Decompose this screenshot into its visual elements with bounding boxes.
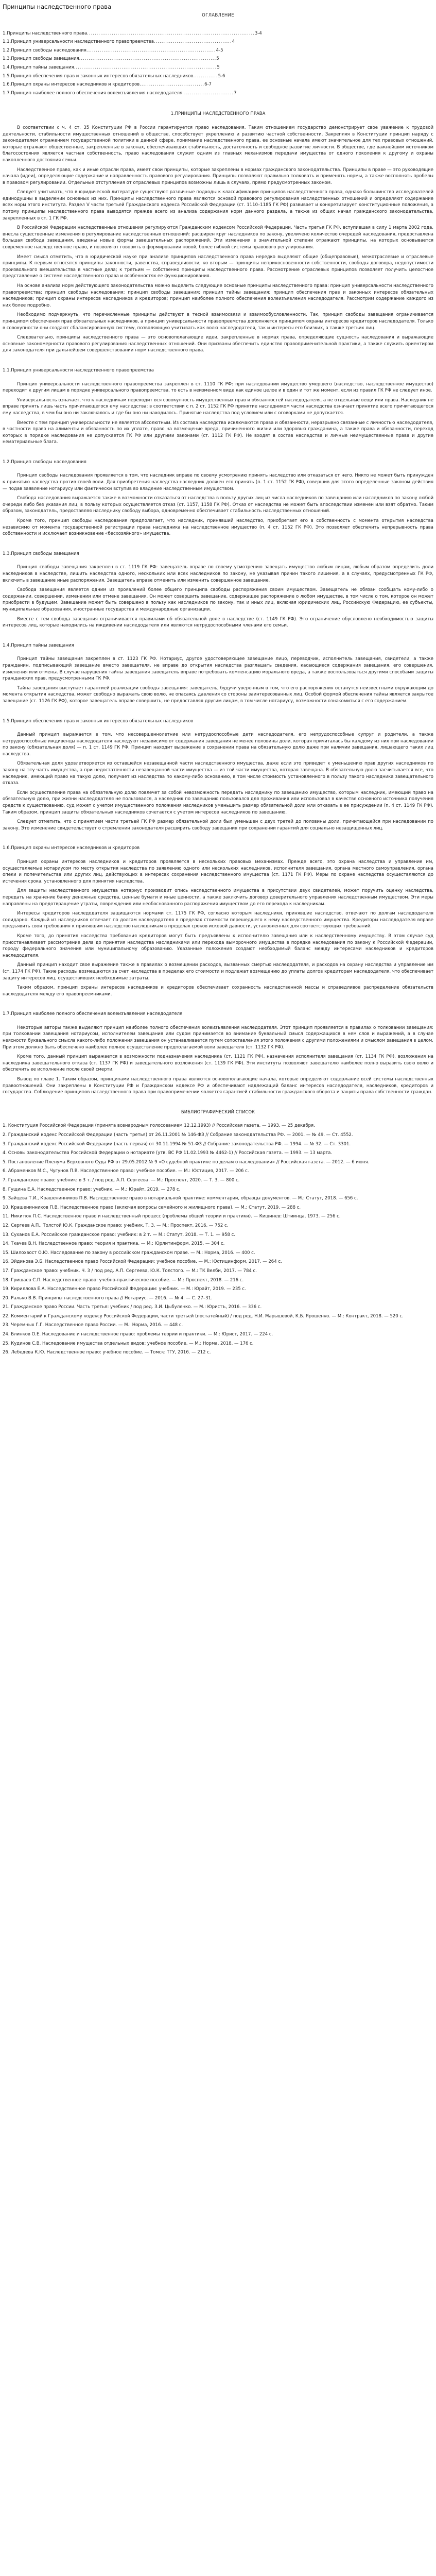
body-paragraph: Данный принцип выражается в том, что несовершеннолетние или нетрудоспособные дети наследодателя, его нетрудоспособные супруг и родители, а также нетрудоспособные иждивенцы наследодателя наследуют независимо от содержания завещания не менее половины доли, которая причиталась бы каждому из них при наследовании по закону (обязательная доля) — п. 1 ст. 1149 ГК РФ. Принцип находит выражение в сохранении права на обязательную долю даже при наличии завещания, лишающего таких лиц наследства. — [3, 732, 433, 757]
body-paragraph: Принцип охраны интересов наследников и кредиторов проявляется в нескольких правовых механизмах. Прежде всего, это охрана наследства и управление им, осуществляемые нотариусом по месту открытия наследства по заявлению одного или нескольких наследников, исполнителя завещания, органа местного самоуправления, органа опеки и попечительства или других лиц, действующих в интересах сохранения наследственного имущества (ст. 1171 ГК РФ). Меры по охране наследства осуществляются до истечения срока, установленного для принятия наследства. — [3, 859, 433, 884]
body-paragraph: Следует отметить, что с принятием части третьей ГК РФ размер обязательной доли был уменьшен с двух третей до половины доли, причитающейся при наследовании по закону. Это изменение свидетельствует о стремлении законодателя расширить свободу завещания при сохранении гарантий для социально незащищенных лиц. — [3, 819, 433, 831]
bibliography-list — [3, 1123, 433, 1355]
toc-entry-title: 1.6.Принцип охраны интересов наследников и кредиторов — [3, 82, 140, 88]
toc-entry[interactable] — [3, 46, 433, 55]
bibliography-entry: 5. Постановление Пленума Верховного Суда РФ от 29.05.2012 № 9 «О судебной практике по делам о наследовании» // Российская газета. — 2012. — 6 июня. — [3, 1159, 370, 1165]
section-heading: 1.3.Принцип свободы завещания — [3, 551, 79, 556]
toc-entry[interactable] — [3, 55, 433, 63]
toc-leader-dots: ........................................................................ — [79, 56, 217, 62]
section-heading: 1.1.Принцип универсальности наследственного правопреемства — [3, 367, 154, 373]
bibliography-entry: 17. Гражданское право: учебник. Ч. 3 / под ред. А.П. Сергеева, Ю.К. Толстого. — М.: ТК Велби, 2017. — 784 с. — [3, 1268, 257, 1274]
body-paragraph: Некоторые авторы также выделяют принцип наиболее полного обеспечения волеизъявления наследодателя. Этот принцип проявляется в правилах о толковании завещания: при толковании завещания нотариусом, исполнителем завещания или судом принимается во внимание буквальный смысл содержащихся в нем слов и выражений, а в случае неясности буквального смысла какого-либо положения завещания он устанавливается путем сопоставления этого положения с другими положениями и смыслом завещания в целом. При этом должно быть обеспечено наиболее полное осуществление предполагаемой воли завещателя (ст. 1132 ГК РФ). — [3, 1025, 433, 1050]
bibliography-entry: 2. Гражданский кодекс Российской Федерации (часть третья) от 26.11.2001 № 146-ФЗ // Собрание законодательства РФ. — 2001. — № 49. — Ст. 4552. — [3, 1132, 353, 1138]
toc-leader-dots: ........................................................................... — [74, 64, 217, 70]
body-paragraph: Необходимо подчеркнуть, что перечисленные принципы действуют в тесной взаимосвязи и взаимообусловленности. Так, принцип свободы завещания ограничивается принципом обеспечения прав обязательных наследников, а принцип универсальности правопреемства дополняется принципом охраны интересов кредиторов наследодателя. Только в совокупности они создают сбалансированную систему, позволяющую учитывать как волю наследодателя, так и интересы его близких, а также третьих лиц. — [3, 312, 433, 331]
body-paragraph: Кроме того, до принятия наследства требования кредиторов могут быть предъявлены к исполнителю завещания или к наследственному имуществу. В этом случае суд приостанавливает рассмотрение дела до принятия наследства наследниками или перехода выморочного имущества в порядке наследования по закону к Российской Федерации, городу федерального значения или муниципальному образованию. Указанные положения создают необходимый баланс между интересами наследников и кредиторов наследодателя. — [3, 933, 433, 958]
toc-leader-dots: ............. — [193, 73, 218, 79]
bibliography-entry: 13. Суханов Е.А. Российское гражданское право: учебник: в 2 т. — М.: Статут, 2018. — Т. 1. — 958 с. — [3, 1232, 235, 1238]
body-paragraph: Вместе с тем свобода завещания ограничивается правилами об обязательной доле в наследстве (ст. 1149 ГК РФ). Это ограничение обусловлено необходимостью защиты интересов лиц, которые находились на иждивении наследодателя или являются нетрудоспособными членами его семьи. — [3, 616, 433, 629]
body-paragraph: Кроме того, данный принцип выражается в возможности подназначения наследника (ст. 1121 ГК РФ), назначения исполнителя завещания (ст. 1134 ГК РФ), возложения на наследника завещательного отказа (ст. 1137 ГК РФ) и завещательного возложения (ст. 1139 ГК РФ). Эти институты позволяют завещателю наиболее полно выразить свою волю и обеспечить ее исполнение после своей смерти. — [3, 1054, 433, 1073]
section-heading: 1.5.Принцип обеспечения прав и законных интересов обязательных наследников — [3, 718, 194, 724]
body-paragraph: Свобода завещания является одним из проявлений более общего принципа свободы распоряжения своим имуществом. Завещатель не обязан сообщать кому-либо о содержании, совершении, изменении или отмене завещания. Он может совершить завещание, содержащее распоряжение о любом имуществе, в том числе о том, которое он может приобрести в будущем. Завещание может быть совершено в пользу как наследников по закону, так и иных лиц, включая юридических лиц, Российскую Федерацию, ее субъекты, муниципальные образования, иностранные государства и международные организации. — [3, 587, 433, 612]
toc-entry-title: 1.7.Принцип наиболее полного обеспечения волеизъявления наследодателя — [3, 90, 183, 96]
bibliography-entry: 9. Зайцева Т.И., Крашенинников П.В. Наследственное право в нотариальной практике: комментарии, образцы документов. — М.: Статут, 2018. — 656 с. — [3, 1196, 358, 1201]
toc-entry-title: 1.4.Принцип тайны завещания — [3, 64, 74, 70]
toc-page-number: 5 — [216, 56, 219, 62]
body-paragraph: Вывод по главе 1. Таким образом, принципами наследственного права являются основополагающие начала, которые определяют содержание всей системы наследственных правоотношений. Они закреплены в Конституции РФ и Гражданском кодексе РФ и обеспечивают надлежащий баланс интересов наследодателя, наследников, кредиторов и государства. Соблюдение принципов наследственного права при правоприменении является гарантией стабильности гражданского оборота и защиты права собственности граждан. — [3, 1077, 433, 1095]
bibliography-entry: 16. Эйдинова Э.Б. Наследственное право Российской Федерации: учебное пособие. — М.: Юстицинформ, 2017. — 264 с. — [3, 1259, 282, 1265]
bibliography-entry: 10. Крашенинников П.В. Наследственное право (включая вопросы семейного и жилищного права). — М.: Статут, 2019. — 288 с. — [3, 1205, 301, 1210]
toc-entry[interactable] — [3, 38, 433, 46]
section-heading: 1.6.Принцип охраны интересов наследников и кредиторов — [3, 845, 140, 851]
bibliography-entry: 15. Шилохвост О.Ю. Наследование по закону в российском гражданском праве. — М.: Норма, 2016. — 400 с. — [3, 1250, 255, 1256]
toc-entry[interactable] — [3, 63, 433, 72]
toc-entry-title: 1.3.Принцип свободы завещания — [3, 56, 79, 62]
bibliography-entry: 8. Гущина Е.А. Наследственное право: учебник. — М.: Юрайт, 2019. — 278 с. — [3, 1187, 181, 1192]
document-title: Принципы наследственного права — [3, 3, 112, 10]
toc-entry[interactable] — [3, 72, 433, 81]
toc-page-number: 5-6 — [218, 73, 225, 79]
bibliography-entry: 4. Основы законодательства Российской Федерации о нотариате (утв. ВС РФ 11.02.1993 № 4462-1) // Российская газета. — 1993. — 13 марта. — [3, 1150, 333, 1156]
body-paragraph: Свобода наследования выражается также в возможности отказаться от наследства в пользу других лиц из числа наследников по завещанию или наследников по закону любой очереди либо без указания лиц, в пользу которых осуществляется отказ (ст. 1157, 1158 ГК РФ). Отказ от наследства не может быть впоследствии изменен или взят обратно. Таким образом, законодатель, предоставляя наследнику свободу выбора, одновременно обеспечивает стабильность наследственных отношений. — [3, 496, 433, 514]
body-paragraph: Для защиты наследственного имущества нотариус производит опись наследственного имущества в присутствии двух свидетелей, может поручить оценку наследства, передать на хранение банку денежные средства, ценные бумаги и иные ценности, а также заключить договор доверительного управления наследственным имуществом. Эти меры направлены на предотвращение утраты, повреждения или необоснованного распоряжения имуществом до его перехода к наследникам. — [3, 888, 433, 907]
body-paragraph: Принцип тайны завещания закреплен в ст. 1123 ГК РФ. Нотариус, другое удостоверяющее завещание лицо, переводчик, исполнитель завещания, свидетели, а также гражданин, подписывающий завещание вместо завещателя, не вправе до открытия наследства разглашать сведения, касающиеся содержания завещания, его совершения, изменения или отмены. В случае нарушения тайны завещания завещатель вправе потребовать компенсацию морального вреда, а также воспользоваться другими способами защиты гражданских прав, предусмотренными ГК РФ. — [3, 656, 433, 682]
bibliography-entry: 11. Никитюк П.С. Наследственное право и наследственный процесс (проблемы общей теории и практики). — Кишинев: Штиинца, 1973. — 256 с. — [3, 1214, 341, 1219]
bibliography-entry: 21. Гражданское право России. Часть третья: учебник / под ред. З.И. Цыбуленко. — М.: Юристъ, 2016. — 336 с. — [3, 1304, 262, 1310]
body-paragraph: Наследственное право, как и иные отрасли права, имеет свои принципы, которые закреплены в нормах гражданского законодательства. Принципы в праве — это руководящие начала (идеи), определяющие содержание и направленность правового регулирования. Принципы позволяют правильно толковать и применять нормы, а также восполнять пробелы в правовом регулировании. Отдельные отступления от отраслевых принципов возможны лишь в случаях, прямо предусмотренных законом. — [3, 167, 433, 185]
body-paragraph: Следует учитывать, что в юридической литературе существуют различные подходы к классификации принципов наследственного права, однако большинство исследователей единодушны в выделении основных из них. Принципы наследственного права являются основой правового регулирования наследственных отношений и определяют содержание всех норм этого института. Раздел V части третьей Гражданского кодекса Российской Федерации (ст. 1110–1185 ГК РФ) развивает и конкретизирует конституционные положения, а потому принципы наследственного права выводятся прежде всего из анализа содержания норм данного раздела, а также из общих начал гражданского законодательства, закрепленных в ст. 1 ГК РФ. — [3, 190, 433, 221]
body-paragraph: Кроме того, принцип свободы наследования предполагает, что наследник, принявший наследство, приобретает его в собственность с момента открытия наследства независимо от момента государственной регистрации права наследника на наследственное имущество (п. 4 ст. 1152 ГК РФ). Это позволяет обеспечить непрерывность права собственности и исключает возникновение «бесхозяйного» имущества. — [3, 518, 433, 537]
section-heading: 1.7.Принцип наиболее полного обеспечения волеизъявления наследодателя — [3, 1011, 183, 1017]
toc-leader-dots: ........................................................................................ — [87, 30, 255, 36]
toc-page-number: 5 — [217, 64, 220, 70]
toc-entry-title: 1.5.Принцип обеспечения прав и законных интересов обязательных наследников — [3, 73, 194, 79]
body-paragraph: Принцип универсальности наследственного правопреемства закреплен в ст. 1110 ГК РФ: при наследовании имущество умершего (наследство, наследственное имущество) переходит к другим лицам в порядке универсального правопреемства, то есть в неизменном виде как единое целое и в один и тот же момент, если из правил ГК РФ не следует иное. — [3, 381, 433, 394]
body-paragraph: Если осуществление права на обязательную долю повлечет за собой невозможность передать наследнику по завещанию имущество, которым наследник, имеющий право на обязательную долю, при жизни наследодателя не пользовался, а наследник по завещанию пользовался для проживания или использовал в качестве основного источника получения средств к существованию, суд может с учетом имущественного положения наследников уменьшить размер обязательной доли или отказать в ее присуждении (п. 4 ст. 1149 ГК РФ). Таким образом, принцип защиты обязательных наследников сочетается с учетом интересов наследников по завещанию. — [3, 790, 433, 815]
bibliography-entry: 14. Ткачев В.Н. Наследственное право: теория и практика. — М.: Юрлитинформ, 2015. — 304 с. — [3, 1241, 225, 1247]
toc-leader-dots: ......................................... — [153, 39, 232, 45]
section-heading: 1.2.Принцип свободы наследования — [3, 459, 86, 465]
section-heading: 1.4.Принцип тайны завещания — [3, 642, 74, 648]
toc-page-number: 3-4 — [254, 30, 262, 36]
body-paragraph: Таким образом, принцип охраны интересов наследников и кредиторов обеспечивает сохранность наследственной массы и справедливое распределение обязательств наследодателя между его правопреемниками. — [3, 985, 433, 997]
body-paragraph: Данный принцип находит свое выражение также в правилах о возмещении расходов, вызванных смертью наследодателя, и расходов на охрану наследства и управление им (ст. 1174 ГК РФ). Такие расходы возмещаются за счет наследства в пределах его стоимости и подлежат возмещению до уплаты долгов кредиторам наследодателя, что обеспечивает защиту интересов лиц, осуществивших необходимые затраты. — [3, 962, 433, 981]
bibliography-entry: 22. Комментарий к Гражданскому кодексу Российской Федерации, части третьей (постатейный) / под ред. Н.И. Марышевой, К.Б. Ярошенко. — М.: Контракт, 2018. — 520 с. — [3, 1313, 404, 1319]
body-paragraph: Имеет смысл отметить, что в юридической науке при анализе принципов наследственного права нередко выделяют общие (общеправовые), межотраслевые и отраслевые принципы. К первым относятся принципы законности, равенства, справедливости; ко вторым — принципы неприкосновенности собственности, свободы договора, недопустимости произвольного вмешательства в частные дела; к третьим — собственно принципы наследственного права. Рассмотрение отраслевых принципов позволяет получить целостное представление о системе наследственного права и особенностях ее функционирования. — [3, 254, 433, 279]
toc-entry-title: 1.2.Принцип свободы наследования — [3, 47, 86, 53]
table-of-contents — [3, 29, 433, 98]
bibliography-entry: 25. Кудинов С.В. Наследование имущества отдельных видов: учебное пособие. — М.: Норма, 2018. — 176 с. — [3, 1341, 254, 1346]
toc-entry-title: 1.Принципы наследственного права — [3, 30, 88, 36]
bibliography-entry: 6. Абраменков М.С., Чугунов П.В. Наследственное право: учебное пособие. — М.: Юстиция, 2017. — 206 с. — [3, 1168, 249, 1174]
bibliography-heading: БИБЛИОГРАФИЧЕСКИЙ СПИСОК — [181, 1109, 255, 1115]
bibliography-entry: 26. Лебедева К.Ю. Наследственное право: учебное пособие. — Томск: ТГУ, 2016. — 212 с. — [3, 1350, 211, 1355]
toc-leader-dots: .................................. — [139, 82, 205, 88]
toc-leader-dots: .................................................................... — [86, 47, 216, 53]
bibliography-entry: 12. Сергеев А.П., Толстой Ю.К. Гражданское право: учебник. Т. 3. — М.: Проспект, 2016. — 752 с. — [3, 1223, 229, 1228]
toc-entry-title: 1.1.Принцип универсальности наследственного правопреемства — [3, 39, 154, 45]
body-paragraph: Принцип свободы завещания закреплен в ст. 1119 ГК РФ: завещатель вправе по своему усмотрению завещать имущество любым лицам, любым образом определить доли наследников в наследстве, лишить наследства одного, нескольких или всех наследников по закону, не указывая причин такого лишения, а в случаях, предусмотренных ГК РФ, включить в завещание иные распоряжения. Завещатель вправе отменить или изменить совершенное завещание. — [3, 565, 433, 583]
toc-page-number: 7 — [234, 90, 237, 96]
bibliography-entry: 3. Гражданский кодекс Российской Федерации (часть первая) от 30.11.1994 № 51-ФЗ // Собрание законодательства РФ. — 1994. — № 32. — Ст. 3301. — [3, 1141, 351, 1147]
toc-entry[interactable] — [3, 89, 433, 98]
toc-page-number: 4-5 — [216, 47, 223, 53]
body-paragraph: В соответствии с ч. 4 ст. 35 Конституции РФ в России гарантируется право наследования. Таким отношением государство демонстрирует свое уважение к трудовой деятельности, стабильности имущественных отношений в обществе, способствует укреплению и развитию частной собственности. Закрепляя в Конституции принцип наряду с законодателем отражением государственной политики в данной сфере, понимание наследственного права, ее основные начала имеют значительное для тех правовых отношений, которые отражают общественные, закрепленные в законах, обеспечивающих стабильность, достаточность и свободное развитие личности. В обществе, где важнейшим источником благосостояния является частная собственность, право наследования служит одним из главных механизмов передачи имущества от одного поколения к другому и охраны накопленного достояния семьи. — [3, 125, 433, 163]
toc-page-number: 4 — [232, 39, 235, 45]
section-heading: 1.ПРИНЦИПЫ НАСЛЕДСТВЕННОГО ПРАВА — [170, 111, 266, 117]
body-paragraph: В Российской Федерации наследственные отношения регулируются Гражданским кодексом Российской Федерации. Часть третья ГК РФ, вступившая в силу 1 марта 2002 года, внесла существенные изменения в регулирование наследственных отношений: расширен круг наследников по закону, увеличено количество очередей наследования, предоставлена большая свобода завещания, введены новые формы завещательных распоряжений. Эти изменения в значительной степени отражают принципы, на которых основывается современное наследственное право, и позволяют говорить о формировании новой, более гибкой системы правового регулирования. — [3, 225, 433, 250]
toc-entry[interactable] — [3, 29, 433, 38]
toc-page-number: 6-7 — [204, 82, 212, 88]
body-paragraph: Обязательная доля удовлетворяется из оставшейся незавещанной части наследственного имущества, даже если это приведет к уменьшению прав других наследников по закону на эту часть имущества, а при недостаточности незавещанной части имущества — из той части имущества, которая завещана. В обязательную долю засчитывается все, что наследник, имеющий право на такую долю, получает из наследства по какому-либо основанию, в том числе стоимость установленного в пользу такого наследника завещательного отказа. — [3, 761, 433, 786]
document-body — [3, 111, 433, 1095]
bibliography-entry: 1. Конституция Российской Федерации (принята всенародным голосованием 12.12.1993) // Российская газета. — 1993. — 25 декабря. — [3, 1123, 315, 1129]
toc-leader-dots: ........................... — [182, 90, 234, 96]
bibliography-entry: 7. Гражданское право: учебник: в 3 т. / под ред. А.П. Сергеева. — М.: Проспект, 2020. — Т. 3. — 800 с. — [3, 1177, 240, 1183]
bibliography-entry: 23. Черемных Г.Г. Наследственное право России. — М.: Норма, 2016. — 448 с. — [3, 1323, 183, 1328]
body-paragraph: Вместе с тем принцип универсальности не является абсолютным. Из состава наследства исключаются права и обязанности, неразрывно связанные с личностью наследодателя, в частности право на алименты и обязанность по их уплате, право на возмещение вреда, причиненного жизни или здоровью гражданина, а также права и обязанности, переход которых в порядке наследования не допускается ГК РФ или другими законами (ст. 1112 ГК РФ). Не входят в состав наследства и личные неимущественные права и другие нематериальные блага. — [3, 420, 433, 445]
body-paragraph: Принцип свободы наследования проявляется в том, что наследник вправе по своему усмотрению принять наследство или отказаться от него. Никто не может быть принужден к принятию наследства против своей воли. Для приобретения наследства наследник должен его принять (п. 1 ст. 1152 ГК РФ), совершив для этого определенные законом действия — подав заявление нотариусу или фактически вступив во владение наследственным имуществом. — [3, 473, 433, 492]
body-paragraph: На основе анализа норм действующего законодательства можно выделить следующие основные принципы наследственного права: принцип универсальности наследственного правопреемства; принцип свободы наследования; принцип свободы завещания; принцип тайны завещания; принцип обеспечения прав и законных интересов обязательных наследников; принцип охраны интересов наследников и кредиторов; принцип наиболее полного обеспечения волеизъявления наследодателя. Рассмотрим содержание каждого из них более подробно. — [3, 283, 433, 308]
bibliography-entry: 24. Блинков О.Е. Наследование и наследственное право: проблемы теории и практики. — М.: Юрист, 2017. — 224 с. — [3, 1332, 273, 1337]
body-paragraph: Следовательно, принципы наследственного права — это основополагающие идеи, закрепленные в нормах права, определяющие сущность наследования и выражающие основные закономерности правового регулирования наследственных отношений. Они призваны обеспечить единство правоприменительной практики, а также служить ориентиром для законодателя при дальнейшем совершенствовании норм наследственного права. — [3, 335, 433, 353]
body-paragraph: Универсальность означает, что к наследникам переходит вся совокупность имущественных прав и обязанностей наследодателя, а не отдельные вещи или права. Наследник не вправе принять лишь часть причитающегося ему наследства: в соответствии с п. 2 ст. 1152 ГК РФ принятие наследником части наследства означает принятие всего причитающегося ему наследства, в чем бы оно ни заключалось и где бы оно ни находилось. Принятие наследства под условием или с оговорками не допускается. — [3, 397, 433, 416]
contents-heading: ОГЛАВЛЕНИЕ — [202, 13, 234, 18]
body-paragraph: Интересы кредиторов наследодателя защищаются нормами ст. 1175 ГК РФ, согласно которым наследники, принявшие наследство, отвечают по долгам наследодателя солидарно. Каждый из наследников отвечает по долгам наследодателя в пределах стоимости перешедшего к нему наследственного имущества. Кредиторы наследодателя вправе предъявить свои требования к принявшим наследство наследникам в пределах сроков исковой давности, установленных для соответствующих требований. — [3, 911, 433, 929]
bibliography-entry: 18. Гришаев С.П. Наследственное право: учебно-практическое пособие. — М.: Проспект, 2018. — 216 с. — [3, 1277, 244, 1283]
body-paragraph: Тайна завещания выступает гарантией реализации свободы завещания: завещатель, будучи уверенным в том, что его распоряжения останутся неизвестными окружающим до момента открытия наследства, может свободно выражать свою волю, не опасаясь давления со стороны заинтересованных лиц. Особой формой обеспечения тайны является закрытое завещание (ст. 1126 ГК РФ), которое завещатель вправе совершить, не предоставляя другим лицам, в том числе нотариусу, возможности ознакомиться с его содержанием. — [3, 685, 433, 704]
bibliography-entry: 19. Кириллова Е.А. Наследственное право Российской Федерации: учебник. — М.: Юрайт, 2019. — 235 с. — [3, 1286, 246, 1292]
bibliography-entry: 20. Ралько В.В. Принципы наследственного права // Нотариус. — 2016. — № 4. — С. 27–31. — [3, 1295, 213, 1301]
toc-entry[interactable] — [3, 80, 433, 89]
